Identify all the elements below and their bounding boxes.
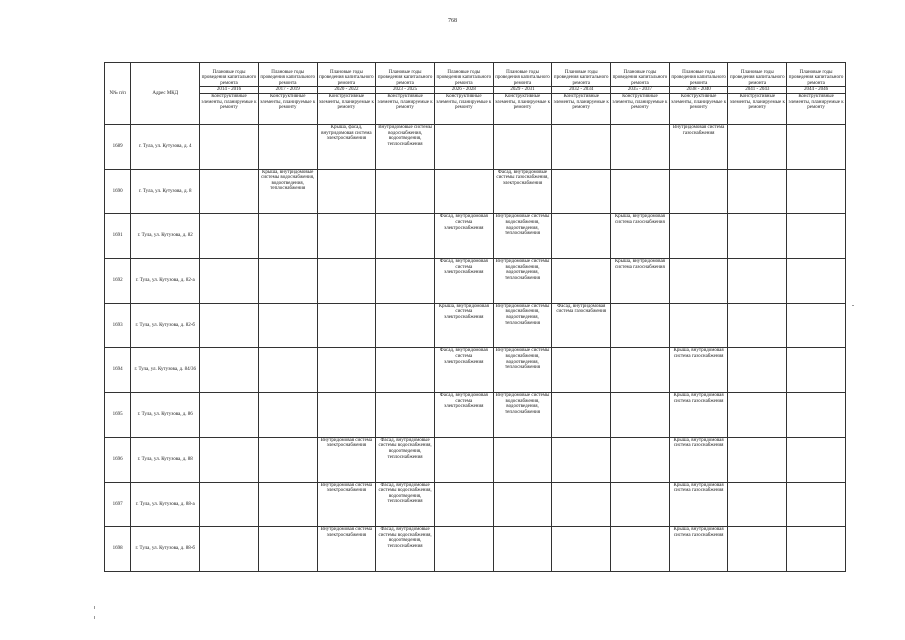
- column-header-period: [376, 63, 435, 94]
- repair-elements-cell: [434, 527, 493, 572]
- scan-mark: [94, 616, 95, 619]
- repair-elements-cell: [728, 214, 787, 259]
- repair-elements-cell: [787, 125, 846, 170]
- table-row: [105, 527, 846, 572]
- repair-elements-cell: [317, 214, 376, 259]
- repair-elements-cell: Крыша, внутридомовая система электроснабжения: [434, 303, 493, 348]
- repair-elements-cell: [669, 169, 728, 214]
- repair-elements-cell: [200, 527, 259, 572]
- repair-elements-cell: Фасад, внутридомовые системы водоснабжения, водоотведения, теплоснабжения: [376, 527, 435, 572]
- repair-elements-cell: [611, 169, 670, 214]
- repair-elements-cell: Внутридомовые системы водоснабжения, водоотведения, теплоснабжения: [493, 393, 552, 438]
- repair-elements-cell: [552, 482, 611, 527]
- period-years: 2023 - 2025: [376, 86, 434, 93]
- repair-elements-cell: Внутридомовая система газоснабжения: [669, 125, 728, 170]
- column-subheader-elements: Конструктивные элементы, планируемые к ремонту: [434, 94, 493, 125]
- table-row: [105, 393, 846, 438]
- row-address: г. Тула, ул. Кутузова, д. 88-б: [131, 527, 200, 572]
- row-number: 1691: [105, 214, 131, 259]
- repair-elements-cell: [376, 214, 435, 259]
- column-header-period: [552, 63, 611, 94]
- table-row: [105, 169, 846, 214]
- page-number: 768: [448, 18, 457, 24]
- repair-elements-cell: [611, 348, 670, 393]
- column-subheader-elements: Конструктивные элементы, планируемые к ремонту: [787, 94, 846, 125]
- table-row: [105, 348, 846, 393]
- column-subheader-elements: Конструктивные элементы, планируемые к ремонту: [317, 94, 376, 125]
- repair-elements-cell: [787, 348, 846, 393]
- repair-elements-cell: [552, 527, 611, 572]
- repair-elements-cell: [317, 303, 376, 348]
- period-caption: Плановые годы проведения капитального ремонта: [377, 69, 433, 86]
- repair-elements-cell: Фасад, внутридомовая система электроснабжения: [434, 259, 493, 304]
- repair-elements-cell: Внутридомовые системы водоснабжения, водоотведения, теплоснабжения: [376, 125, 435, 170]
- column-header-period: [493, 63, 552, 94]
- repair-elements-cell: [434, 437, 493, 482]
- repair-elements-cell: [787, 169, 846, 214]
- repair-elements-cell: [728, 348, 787, 393]
- column-header-period: [317, 63, 376, 94]
- row-number: 1697: [105, 482, 131, 527]
- column-header-period: [728, 63, 787, 94]
- period-years: 2026 - 2028: [435, 86, 493, 93]
- period-caption: Плановые годы проведения капитального ремонта: [612, 69, 668, 86]
- repair-elements-cell: Фасад, внутридомовая система электроснабжения: [434, 348, 493, 393]
- row-number: 1689: [105, 125, 131, 170]
- table-row: [105, 303, 846, 348]
- repair-elements-cell: [669, 303, 728, 348]
- table-body: [105, 125, 846, 572]
- row-address: г. Тула, ул. Кутузова, д. 88: [131, 437, 200, 482]
- column-header-period: [434, 63, 493, 94]
- period-caption: Плановые годы проведения капитального ремонта: [260, 69, 315, 86]
- column-subheader-elements: Конструктивные элементы, планируемые к ремонту: [611, 94, 670, 125]
- repair-elements-cell: [552, 169, 611, 214]
- repair-elements-cell: Крыша, внутридомовая система газоснабжения: [611, 259, 670, 304]
- column-header-period: [258, 63, 317, 94]
- repair-elements-cell: [258, 125, 317, 170]
- period-caption: Плановые годы проведения капитального ремонта: [553, 69, 609, 86]
- repair-elements-cell: [728, 125, 787, 170]
- column-subheader-elements: Конструктивные элементы, планируемые к ремонту: [552, 94, 611, 125]
- repair-elements-cell: [787, 527, 846, 572]
- column-header-address: Адрес МКД: [131, 63, 200, 125]
- repair-elements-cell: Крыша, внутридомовые системы водоснабжения, водоотведения, теплоснабжения: [258, 169, 317, 214]
- column-subheader-elements: Конструктивные элементы, планируемые к ремонту: [728, 94, 787, 125]
- table-row: [105, 437, 846, 482]
- row-number: 1698: [105, 527, 131, 572]
- table-row: [105, 125, 846, 170]
- repair-elements-cell: [611, 393, 670, 438]
- column-header-number: N№ п/п: [105, 63, 131, 125]
- row-number: 1692: [105, 259, 131, 304]
- repair-elements-cell: [552, 437, 611, 482]
- period-years: 2017 - 2019: [259, 86, 317, 93]
- repair-elements-cell: [493, 125, 552, 170]
- period-caption: Плановые годы проведения капитального ремонта: [788, 69, 844, 86]
- column-header-period: [787, 63, 846, 94]
- row-address: г. Тула, ул. Кутузова, д. 8: [131, 169, 200, 214]
- repair-elements-cell: Фасад, внутридомовая система электроснабжения: [434, 214, 493, 259]
- repair-elements-cell: Крыша, внутридомовая система газоснабжения: [669, 482, 728, 527]
- table-header: [105, 63, 846, 125]
- repair-elements-cell: [669, 214, 728, 259]
- column-subheader-elements: Конструктивные элементы, планируемые к ремонту: [376, 94, 435, 125]
- repair-elements-cell: [787, 393, 846, 438]
- column-header-period: [200, 63, 259, 94]
- repair-elements-cell: [200, 169, 259, 214]
- period-years: 2032 - 2034: [552, 86, 610, 93]
- repair-elements-cell: [200, 125, 259, 170]
- repair-elements-cell: [611, 125, 670, 170]
- column-header-period: [611, 63, 670, 94]
- repair-elements-cell: [728, 482, 787, 527]
- repair-elements-cell: [434, 169, 493, 214]
- repair-elements-cell: [493, 527, 552, 572]
- repair-elements-cell: [200, 482, 259, 527]
- column-subheader-elements: Конструктивные элементы, планируемые к ремонту: [669, 94, 728, 125]
- repair-elements-cell: [200, 303, 259, 348]
- period-caption: Плановые годы проведения капитального ремонта: [319, 69, 374, 86]
- repair-elements-cell: [317, 169, 376, 214]
- period-years: 2044 - 2046: [787, 86, 845, 93]
- repair-elements-cell: [552, 259, 611, 304]
- repair-elements-cell: Фасад, внутридомовые системы водоснабжения, водоотведения, теплоснабжения: [376, 482, 435, 527]
- repair-elements-cell: Крыша, внутридомовая система газоснабжения: [669, 348, 728, 393]
- repair-elements-cell: [317, 348, 376, 393]
- table-row: [105, 214, 846, 259]
- repair-elements-cell: Крыша, внутридомовая система газоснабжения: [669, 527, 728, 572]
- repair-elements-cell: [258, 393, 317, 438]
- period-caption: Плановые годы проведения капитального ремонта: [730, 69, 785, 86]
- repair-elements-cell: [376, 259, 435, 304]
- repair-elements-cell: Внутридомовые системы водоснабжения, водоотведения, теплоснабжения: [493, 303, 552, 348]
- repair-elements-cell: [317, 393, 376, 438]
- row-address: г. Тула, ул. Кутузова, д. 86: [131, 393, 200, 438]
- column-subheader-elements: Конструктивные элементы, планируемые к ремонту: [258, 94, 317, 125]
- repair-elements-cell: [611, 527, 670, 572]
- scan-mark: [94, 606, 95, 609]
- period-caption: Плановые годы проведения капитального ремонта: [671, 69, 726, 86]
- repair-elements-cell: [258, 303, 317, 348]
- repair-elements-cell: [258, 482, 317, 527]
- repair-elements-cell: [258, 527, 317, 572]
- row-number: 1694: [105, 348, 131, 393]
- repair-elements-cell: [728, 169, 787, 214]
- repair-schedule-table: [104, 62, 846, 572]
- row-address: г. Тула, ул. Кутузова, д. 82: [131, 214, 200, 259]
- period-years: 2038 - 2040: [670, 86, 728, 93]
- row-address: г. Тула, ул. Кутузова, д. 84/36: [131, 348, 200, 393]
- period-caption: Плановые годы проведения капитального ремонта: [436, 69, 492, 86]
- repair-elements-cell: [728, 259, 787, 304]
- column-subheader-elements: Конструктивные элементы, планируемые к ремонту: [200, 94, 259, 125]
- repair-elements-cell: [611, 303, 670, 348]
- repair-elements-cell: [200, 259, 259, 304]
- repair-elements-cell: [434, 125, 493, 170]
- repair-elements-cell: Внутридомовая система электроснабжения: [317, 527, 376, 572]
- repair-elements-cell: Внутридомовые системы водоснабжения, водоотведения, теплоснабжения: [493, 214, 552, 259]
- row-number: 1695: [105, 393, 131, 438]
- repair-elements-cell: [376, 393, 435, 438]
- repair-elements-cell: [787, 482, 846, 527]
- row-number: 1693: [105, 303, 131, 348]
- repair-elements-cell: [787, 303, 846, 348]
- repair-elements-cell: [787, 259, 846, 304]
- repair-elements-cell: [258, 214, 317, 259]
- row-number: 1690: [105, 169, 131, 214]
- repair-elements-cell: [376, 348, 435, 393]
- row-address: г. Тула, ул. Кутузова, д. 82-б: [131, 303, 200, 348]
- repair-elements-cell: Крыша, внутридомовая система газоснабжения: [611, 214, 670, 259]
- repair-elements-cell: [611, 482, 670, 527]
- repair-elements-cell: Фасад, внутридомовые системы водоснабжения, водоотведения, теплоснабжения: [376, 437, 435, 482]
- table-row: [105, 259, 846, 304]
- repair-elements-cell: [728, 437, 787, 482]
- repair-elements-cell: [787, 214, 846, 259]
- repair-elements-cell: [728, 527, 787, 572]
- row-address: г. Тула, ул. Кутузова, д. 4: [131, 125, 200, 170]
- repair-elements-cell: [552, 393, 611, 438]
- row-number: 1696: [105, 437, 131, 482]
- repair-elements-cell: [434, 482, 493, 527]
- repair-elements-cell: Фасад, внутридомовые системы газоснабжения, электроснабжения: [493, 169, 552, 214]
- repair-elements-cell: Фасад, внутридомовая система электроснабжения: [434, 393, 493, 438]
- repair-elements-cell: [200, 437, 259, 482]
- repair-elements-cell: [787, 437, 846, 482]
- repair-elements-cell: [376, 303, 435, 348]
- repair-elements-cell: [493, 437, 552, 482]
- repair-elements-cell: [552, 214, 611, 259]
- period-years: 2041 - 2043: [728, 86, 786, 93]
- repair-elements-cell: [258, 259, 317, 304]
- column-header-period: [669, 63, 728, 94]
- repair-elements-cell: [317, 259, 376, 304]
- repair-elements-cell: Внутридомовая система электроснабжения: [317, 482, 376, 527]
- repair-elements-cell: [728, 393, 787, 438]
- repair-elements-cell: Внутридомовая система электроснабжения: [317, 437, 376, 482]
- repair-elements-cell: [493, 482, 552, 527]
- repair-elements-cell: [258, 348, 317, 393]
- row-address: г. Тула, ул. Кутузова, д. 82-а: [131, 259, 200, 304]
- repair-elements-cell: [728, 303, 787, 348]
- column-subheader-elements: Конструктивные элементы, планируемые к ремонту: [493, 94, 552, 125]
- period-years: 2035 - 2037: [611, 86, 669, 93]
- repair-elements-cell: Внутридомовые системы водоснабжения, водоотведения, теплоснабжения: [493, 348, 552, 393]
- period-years: 2029 - 2031: [494, 86, 552, 93]
- repair-elements-cell: [552, 348, 611, 393]
- table-row: [105, 482, 846, 527]
- repair-elements-cell: [611, 437, 670, 482]
- repair-elements-cell: Крыша, внутридомовая система газоснабжения: [669, 437, 728, 482]
- repair-elements-cell: [200, 348, 259, 393]
- repair-elements-cell: Крыша, внутридомовая система газоснабжения: [669, 393, 728, 438]
- period-caption: Плановые годы проведения капитального ремонта: [495, 69, 550, 86]
- repair-elements-cell: [200, 214, 259, 259]
- period-caption: Плановые годы проведения капитального ремонта: [201, 69, 257, 86]
- row-address: г. Тула, ул. Кутузова, д. 88-а: [131, 482, 200, 527]
- repair-elements-cell: [200, 393, 259, 438]
- repair-elements-cell: [258, 437, 317, 482]
- period-years: 2014 - 2016: [200, 86, 258, 93]
- period-years: 2020 - 2022: [318, 86, 376, 93]
- repair-elements-cell: Внутридомовые системы водоснабжения, водоотведения, теплоснабжения: [493, 259, 552, 304]
- repair-elements-cell: [552, 125, 611, 170]
- repair-elements-cell: [669, 259, 728, 304]
- repair-elements-cell: Крыша, фасад, внутридомовая система электроснабжения: [317, 125, 376, 170]
- scan-mark: [852, 305, 854, 306]
- repair-elements-cell: Фасад, внутридомовая система газоснабжения: [552, 303, 611, 348]
- repair-elements-cell: [376, 169, 435, 214]
